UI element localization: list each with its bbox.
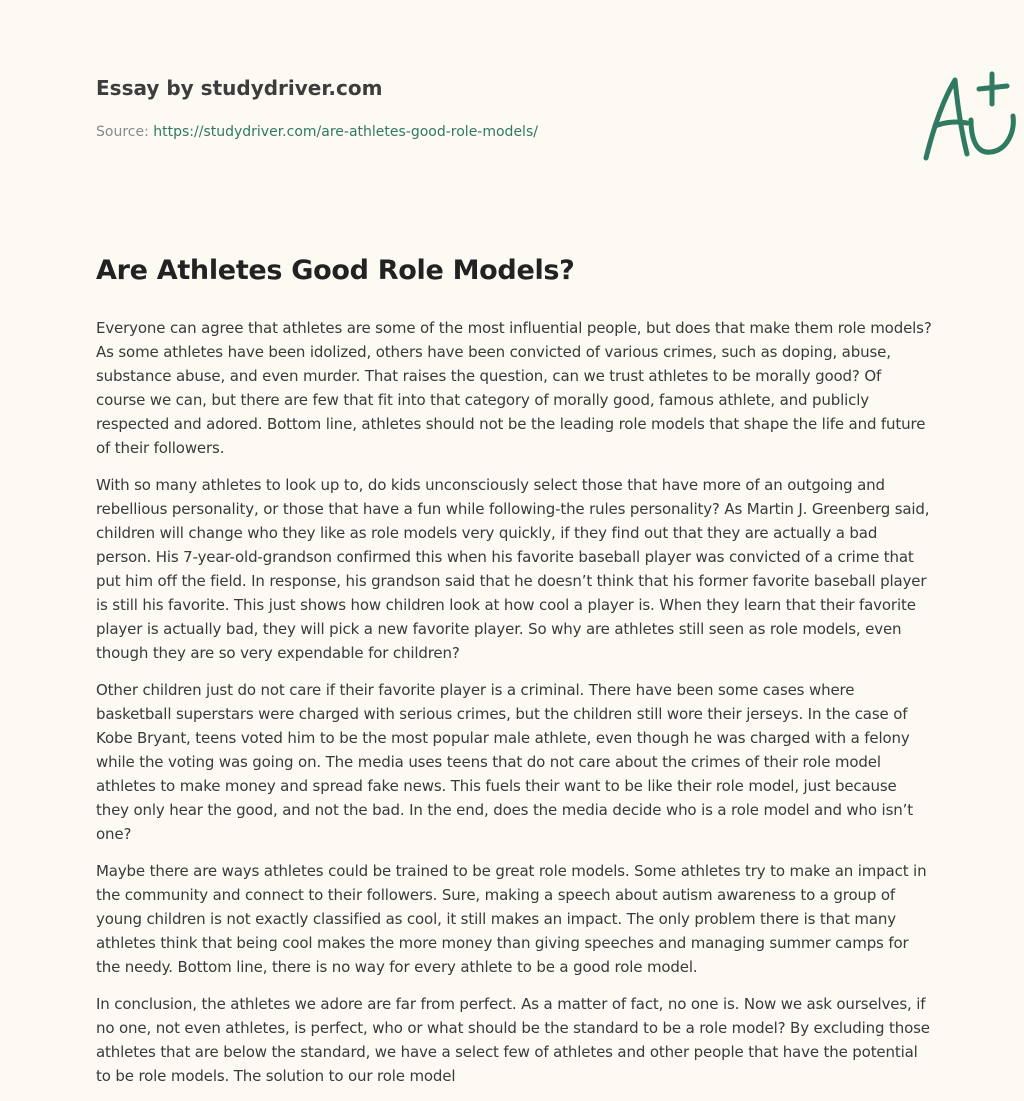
essay-paragraph: With so many athletes to look up to, do kids unconsciously select those that have more of an outgoing and rebellious personality, or those that have a fun while following-the rules personality? As Martin J. Greenberg said, children will change who they like as role models very quickly, if they find out that they are actually a bad person. His 7-year-old-grandson confirmed this when his favorite baseball player was convicted of a crime that put him off the field. In response, his grandson said that he doesn’t think that his former favorite baseball player is still his favorite. This just shows how children look at how cool a player is. When they learn that their favorite player is actually bad, they will pick a new favorite player. So why are athletes still seen as role models, even though they are so very expendable for children? — [96, 476, 930, 662]
essay-paragraph: In conclusion, the athletes we adore are far from perfect. As a matter of fact, no one is. Now we ask ourselves, if no one, not even athletes, is perfect, who or what should be the standard to be a role model? By excluding those athletes that are below the standard, we have a select few of athletes and other people that have the potential to be role models. The solution to our role model — [96, 995, 930, 1085]
source-line — [96, 124, 538, 140]
essay-body — [96, 316, 932, 1101]
a-plus-grade-icon — [921, 70, 1021, 165]
essay-paragraph: Everyone can agree that athletes are some of the most influential people, but does that make them role models? As some athletes have been idolized, others have been convicted of various crimes, such as doping, abuse, substance abuse, and even murder. That raises the question, can we trust athletes to be morally good? Of course we can, but there are few that fit into that category of morally good, famous athlete, and publicly respected and adored. Bottom line, athletes should not be the leading role models that shape the life and future of their followers. — [96, 319, 932, 457]
brand-heading: Essay by studydriver.com — [96, 76, 383, 100]
essay-paragraph: Maybe there are ways athletes could be trained to be great role models. Some athletes try to make an impact in the community and connect to their followers. Sure, making a speech about autism awareness to a group of young children is not exactly classified as cool, it still makes an impact. The only problem there is that many athletes think that being cool makes the more money than giving speeches and managing summer camps for the needy. Bottom line, there is no way for every athlete to be a good role model. — [96, 862, 927, 976]
essay-title: Are Athletes Good Role Models? — [96, 255, 575, 286]
essay-paragraph: Other children just do not care if their favorite player is a criminal. There have been some cases where basketball superstars were charged with serious crimes, but the children still wore their jerseys. In the case of Kobe Bryant, teens voted him to be the most popular male athlete, even though he was charged with a felony while the voting was going on. The media uses teens that do not care about the crimes of their role model athletes to make money and spread fake news. This fuels their want to be like their role model, just because they only hear the good, and not the bad. In the end, does the media decide who is a role model and who isn’t one? — [96, 681, 913, 843]
source-link[interactable]: https://studydriver.com/are-athletes-good-role-models/ — [153, 124, 538, 140]
source-label: Source: — [96, 124, 149, 140]
